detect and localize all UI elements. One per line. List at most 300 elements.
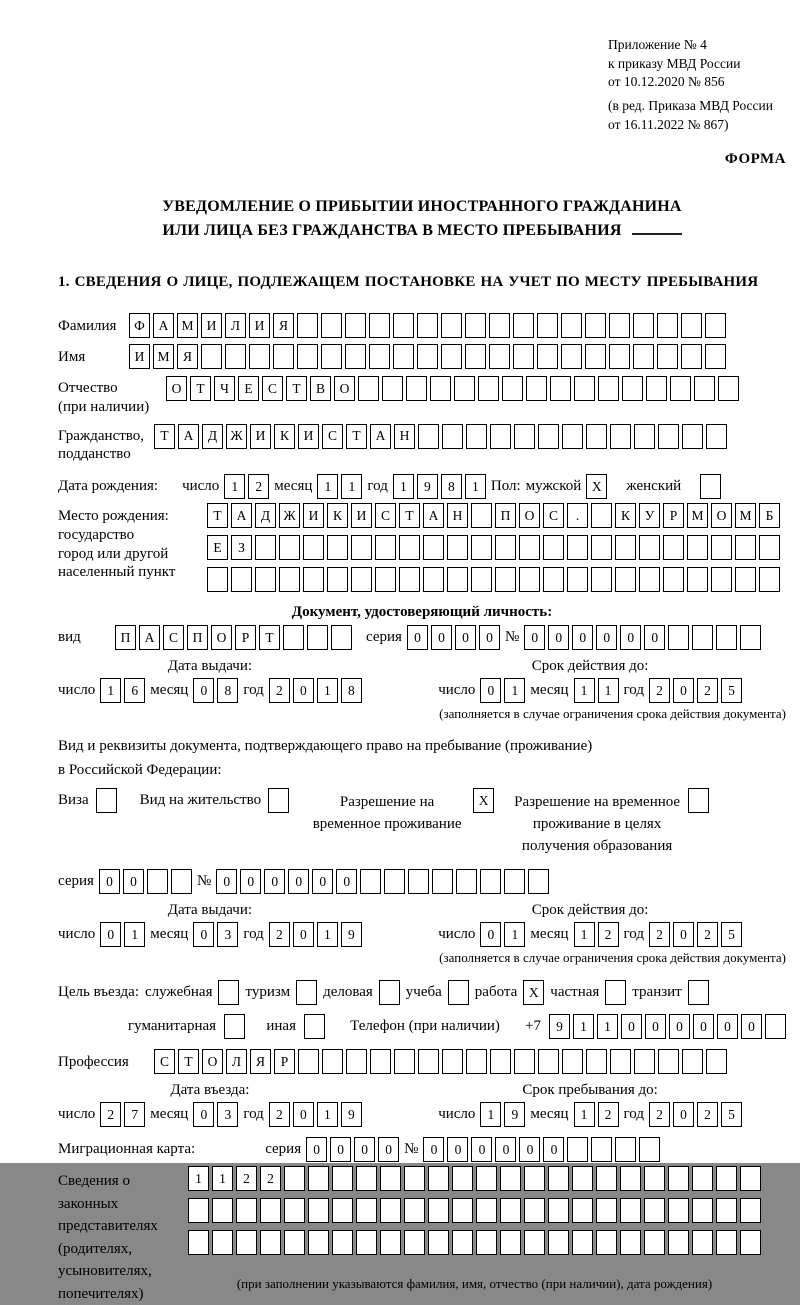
char-cell xyxy=(668,1166,689,1191)
char-cell xyxy=(562,424,583,449)
purpose-private-checkbox[interactable] xyxy=(605,980,626,1005)
stay-until-year-field[interactable] xyxy=(649,1102,742,1127)
char-cell xyxy=(249,344,270,369)
entry-year-field[interactable] xyxy=(269,1102,362,1127)
char-cell xyxy=(586,424,607,449)
birth-place-row-1-field[interactable] xyxy=(207,503,780,528)
char-cell: И xyxy=(250,424,271,449)
char-cell: Н xyxy=(394,424,415,449)
char-cell: 2 xyxy=(100,1102,121,1127)
temp-residence-option xyxy=(308,788,494,836)
patronymic-row xyxy=(58,375,786,417)
char-cell: 0 xyxy=(99,869,120,894)
char-cell xyxy=(644,1198,665,1223)
char-cell xyxy=(332,1166,353,1191)
char-cell: 0 xyxy=(123,869,144,894)
char-cell: И xyxy=(298,424,319,449)
char-cell: 0 xyxy=(717,1014,738,1039)
char-cell xyxy=(706,1049,727,1074)
char-cell xyxy=(605,980,626,1005)
birth-place-row-2-field[interactable] xyxy=(207,535,780,560)
char-cell: Е xyxy=(238,376,259,401)
char-cell xyxy=(404,1198,425,1223)
representatives-row-3-field[interactable] xyxy=(188,1230,761,1255)
char-cell xyxy=(393,313,414,338)
char-cell: О xyxy=(211,625,232,650)
stay-permit-options xyxy=(58,788,786,857)
migration-card-series-field[interactable] xyxy=(306,1137,399,1162)
char-cell: 6 xyxy=(124,678,145,703)
entry-day-field[interactable] xyxy=(100,1102,145,1127)
doc-series-field[interactable] xyxy=(407,625,500,650)
birth-month-field[interactable] xyxy=(317,474,362,499)
stay-doc-valid-date-group: Срок действия до: число 0 1 месяц 1 2 год 2 0 2 5 xyxy=(438,902,742,947)
stay-doc-valid-month-field[interactable] xyxy=(574,922,619,947)
char-cell xyxy=(380,1198,401,1223)
appendix-line: к приказу МВД России xyxy=(608,55,741,71)
char-cell: 0 xyxy=(447,1137,468,1162)
char-cell xyxy=(478,376,499,401)
char-cell: 1 xyxy=(504,922,525,947)
char-cell xyxy=(609,344,630,369)
char-cell: К xyxy=(615,503,636,528)
char-cell: Я xyxy=(273,313,294,338)
given-name-label: Имя xyxy=(58,349,86,366)
char-cell xyxy=(471,535,492,560)
char-cell xyxy=(279,535,300,560)
char-cell xyxy=(646,376,667,401)
char-cell xyxy=(591,1137,612,1162)
char-cell: М xyxy=(177,313,198,338)
char-cell xyxy=(430,376,451,401)
char-cell xyxy=(500,1198,521,1223)
char-cell xyxy=(504,869,525,894)
char-cell: А xyxy=(178,424,199,449)
temp-residence-edu-option xyxy=(513,788,709,857)
char-cell xyxy=(700,474,721,499)
birth-day-field[interactable] xyxy=(224,474,269,499)
stay-doc-issue-month-field[interactable] xyxy=(193,922,238,947)
char-cell: 0 xyxy=(240,869,261,894)
migration-card-label: Миграционная карта: xyxy=(58,1141,196,1158)
representatives-row-1-field[interactable] xyxy=(188,1166,761,1191)
char-cell xyxy=(322,1049,343,1074)
char-cell xyxy=(586,1049,607,1074)
stay-until-month-field[interactable] xyxy=(574,1102,619,1127)
purpose-business-checkbox[interactable] xyxy=(379,980,400,1005)
identity-valid-day-field[interactable] xyxy=(480,678,525,703)
char-cell xyxy=(284,1230,305,1255)
char-cell xyxy=(668,625,689,650)
stay-until-day-field[interactable] xyxy=(480,1102,525,1127)
char-cell: 1 xyxy=(212,1166,233,1191)
stay-doc-number-field[interactable] xyxy=(216,869,549,894)
migration-card-number-label: № xyxy=(404,1141,419,1158)
revision-line: от 16.11.2022 № 867) xyxy=(608,116,729,132)
char-cell xyxy=(682,1049,703,1074)
section-1-heading: 1. СВЕДЕНИЯ О ЛИЦЕ, ПОДЛЕЖАЩЕМ ПОСТАНОВКЕ НА УЧЕТ ПО МЕСТУ ПРЕБЫВАНИЯ xyxy=(58,274,759,291)
char-cell: 0 xyxy=(572,625,593,650)
surname-field[interactable] xyxy=(129,313,726,338)
char-cell xyxy=(489,344,510,369)
identity-issue-month-field[interactable] xyxy=(193,678,238,703)
char-cell xyxy=(327,535,348,560)
identity-issue-day-field[interactable] xyxy=(100,678,145,703)
char-cell: О xyxy=(711,503,732,528)
char-cell: 1 xyxy=(341,474,362,499)
char-cell xyxy=(495,567,516,592)
char-cell xyxy=(514,1049,535,1074)
char-cell: Т xyxy=(178,1049,199,1074)
char-cell: . xyxy=(567,503,588,528)
identity-doc-row xyxy=(58,625,786,650)
char-cell xyxy=(639,567,660,592)
char-cell xyxy=(96,788,117,813)
char-cell xyxy=(471,503,492,528)
char-cell xyxy=(657,313,678,338)
char-cell xyxy=(585,344,606,369)
gender-label: Пол: xyxy=(490,478,521,495)
char-cell xyxy=(574,376,595,401)
char-cell: 1 xyxy=(393,474,414,499)
char-cell: X xyxy=(523,980,544,1005)
char-cell: 5 xyxy=(721,678,742,703)
char-cell xyxy=(456,869,477,894)
purpose-other-label: иная xyxy=(266,1018,296,1035)
char-cell xyxy=(480,869,501,894)
char-cell xyxy=(345,313,366,338)
char-cell xyxy=(404,1230,425,1255)
char-cell xyxy=(447,535,468,560)
char-cell xyxy=(476,1230,497,1255)
char-cell xyxy=(692,1198,713,1223)
representatives-note: (при заполнении указываются фамилия, имя, отчество (при наличии), дата рождения) xyxy=(236,1276,713,1292)
char-cell: 0 xyxy=(548,625,569,650)
temp-residence-edu-label: Разрешение на временное проживание в целях получения образования xyxy=(514,794,681,854)
migration-card-number-field[interactable] xyxy=(423,1137,660,1162)
char-cell: 1 xyxy=(574,1102,595,1127)
purpose-other-checkbox[interactable] xyxy=(304,1014,325,1039)
char-cell: С xyxy=(375,503,396,528)
gender-female-checkbox[interactable] xyxy=(700,474,721,499)
visa-label: Виза xyxy=(58,792,89,809)
purpose-humanitarian-checkbox[interactable] xyxy=(224,1014,245,1039)
residence-permit-label: Вид на жительство xyxy=(139,792,262,809)
char-cell: 2 xyxy=(260,1166,281,1191)
char-cell xyxy=(428,1166,449,1191)
char-cell xyxy=(380,1166,401,1191)
char-cell: К xyxy=(274,424,295,449)
char-cell: С xyxy=(322,424,343,449)
char-cell xyxy=(476,1166,497,1191)
identity-valid-date-group: Срок действия до: число 0 1 месяц 1 1 год 2 0 2 5 xyxy=(438,658,742,703)
char-cell xyxy=(296,980,317,1005)
gender-male-checkbox[interactable] xyxy=(586,474,607,499)
temp-residence-label: Разрешение на временное проживание xyxy=(312,794,462,832)
char-cell xyxy=(567,1137,588,1162)
identity-issue-date-group: Дата выдачи: число 1 6 месяц 0 8 год 2 0 1 8 xyxy=(58,658,362,703)
char-cell: О xyxy=(334,376,355,401)
surname-row xyxy=(58,313,786,338)
doc-kind-field[interactable] xyxy=(115,625,352,650)
char-cell xyxy=(304,1014,325,1039)
char-cell: Т xyxy=(399,503,420,528)
char-cell xyxy=(399,567,420,592)
char-cell xyxy=(543,567,564,592)
stay-doc-valid-day-field[interactable] xyxy=(480,922,525,947)
char-cell: 1 xyxy=(188,1166,209,1191)
phone-field[interactable] xyxy=(549,1014,786,1039)
char-cell: 0 xyxy=(378,1137,399,1162)
entry-date-title: Дата въезда: xyxy=(170,1082,250,1099)
char-cell: 1 xyxy=(597,1014,618,1039)
char-cell xyxy=(610,1049,631,1074)
char-cell: 1 xyxy=(574,922,595,947)
char-cell xyxy=(561,344,582,369)
char-cell xyxy=(670,376,691,401)
char-cell xyxy=(346,1049,367,1074)
char-cell xyxy=(591,535,612,560)
char-cell: А xyxy=(153,313,174,338)
doc-number-field[interactable] xyxy=(524,625,761,650)
char-cell: Т xyxy=(154,424,175,449)
char-cell: 0 xyxy=(673,922,694,947)
char-cell xyxy=(369,313,390,338)
char-cell xyxy=(735,535,756,560)
representatives-label: Сведения о законных представителях (родителях, усыновителях, попечителях) xyxy=(58,1173,158,1302)
identity-valid-year-field[interactable] xyxy=(649,678,742,703)
char-cell xyxy=(681,313,702,338)
char-cell xyxy=(735,567,756,592)
revision-line: (в ред. Приказа МВД России xyxy=(608,97,773,113)
char-cell xyxy=(448,980,469,1005)
char-cell xyxy=(538,1049,559,1074)
temp-residence-checkbox[interactable] xyxy=(473,788,494,813)
char-cell: 9 xyxy=(341,922,362,947)
char-cell: 8 xyxy=(341,678,362,703)
char-cell xyxy=(351,535,372,560)
char-cell: Ж xyxy=(279,503,300,528)
char-cell xyxy=(644,1166,665,1191)
char-cell xyxy=(633,344,654,369)
char-cell xyxy=(657,344,678,369)
char-cell xyxy=(284,1166,305,1191)
char-cell xyxy=(663,567,684,592)
identity-valid-month-field[interactable] xyxy=(574,678,619,703)
char-cell: 2 xyxy=(598,1102,619,1127)
char-cell xyxy=(268,788,289,813)
char-cell: П xyxy=(115,625,136,650)
appendix-line: Приложение № 4 xyxy=(608,37,707,52)
char-cell: 3 xyxy=(217,1102,238,1127)
char-cell xyxy=(423,567,444,592)
representatives-row-2-field[interactable] xyxy=(188,1198,761,1223)
char-cell: 0 xyxy=(288,869,309,894)
stay-doc-issue-date-group: Дата выдачи: число 0 1 месяц 0 3 год 2 0 1 9 xyxy=(58,902,362,947)
citizenship-row xyxy=(58,423,786,465)
char-cell: С xyxy=(154,1049,175,1074)
char-cell xyxy=(418,1049,439,1074)
char-cell: 0 xyxy=(264,869,285,894)
char-cell xyxy=(171,869,192,894)
identity-issue-year-field[interactable] xyxy=(269,678,362,703)
stay-doc-series-field[interactable] xyxy=(99,869,192,894)
char-cell xyxy=(524,1198,545,1223)
char-cell: 0 xyxy=(455,625,476,650)
stay-doc-issue-day-field[interactable] xyxy=(100,922,145,947)
profession-field[interactable] xyxy=(154,1049,727,1074)
char-cell xyxy=(716,1166,737,1191)
char-cell xyxy=(188,1198,209,1223)
char-cell: В xyxy=(310,376,331,401)
char-cell xyxy=(718,376,739,401)
char-cell: 1 xyxy=(317,922,338,947)
char-cell xyxy=(303,535,324,560)
char-cell xyxy=(740,1198,761,1223)
entry-month-field[interactable] xyxy=(193,1102,238,1127)
visa-checkbox[interactable] xyxy=(96,788,117,813)
char-cell: 0 xyxy=(644,625,665,650)
char-cell xyxy=(454,376,475,401)
char-cell xyxy=(321,344,342,369)
char-cell xyxy=(692,1230,713,1255)
char-cell xyxy=(615,567,636,592)
char-cell xyxy=(489,313,510,338)
stay-doc-valid-year-field[interactable] xyxy=(649,922,742,947)
char-cell xyxy=(526,376,547,401)
valid-until-title: Срок действия до: xyxy=(531,658,649,675)
char-cell xyxy=(423,535,444,560)
char-cell xyxy=(394,1049,415,1074)
citizenship-field[interactable] xyxy=(154,424,727,449)
char-cell xyxy=(207,567,228,592)
birth-place-row-3-field[interactable] xyxy=(207,567,780,592)
char-cell xyxy=(356,1166,377,1191)
char-cell xyxy=(705,313,726,338)
char-cell xyxy=(332,1230,353,1255)
char-cell xyxy=(687,567,708,592)
char-cell: 2 xyxy=(649,678,670,703)
char-cell: Т xyxy=(259,625,280,650)
form-label: ФОРМА xyxy=(724,151,786,168)
char-cell: 0 xyxy=(673,678,694,703)
char-cell: Р xyxy=(274,1049,295,1074)
representatives-row xyxy=(58,1166,786,1305)
char-cell xyxy=(404,1166,425,1191)
char-cell xyxy=(452,1198,473,1223)
char-cell: А xyxy=(139,625,160,650)
char-cell xyxy=(500,1230,521,1255)
char-cell xyxy=(428,1230,449,1255)
char-cell: 0 xyxy=(216,869,237,894)
char-cell xyxy=(490,1049,511,1074)
birth-year-field[interactable] xyxy=(393,474,486,499)
char-cell: 2 xyxy=(248,474,269,499)
purpose-official-checkbox[interactable] xyxy=(218,980,239,1005)
identity-doc-dates xyxy=(58,658,786,703)
day-label: число xyxy=(182,478,220,495)
char-cell xyxy=(528,869,549,894)
purpose-work-checkbox[interactable] xyxy=(523,980,544,1005)
char-cell xyxy=(297,313,318,338)
char-cell: Д xyxy=(255,503,276,528)
char-cell: 0 xyxy=(312,869,333,894)
char-cell: 0 xyxy=(495,1137,516,1162)
char-cell xyxy=(476,1198,497,1223)
char-cell xyxy=(537,313,558,338)
purpose-label: Цель въезда: xyxy=(58,984,139,1001)
char-cell xyxy=(466,424,487,449)
char-cell: 0 xyxy=(479,625,500,650)
char-cell xyxy=(284,1198,305,1223)
char-cell: 9 xyxy=(549,1014,570,1039)
char-cell xyxy=(297,344,318,369)
char-cell xyxy=(255,567,276,592)
char-cell xyxy=(418,424,439,449)
char-cell: Л xyxy=(225,313,246,338)
char-cell xyxy=(658,424,679,449)
char-cell: У xyxy=(639,503,660,528)
char-cell xyxy=(548,1166,569,1191)
birth-place-row xyxy=(58,503,786,592)
char-cell xyxy=(332,1198,353,1223)
char-cell xyxy=(682,424,703,449)
char-cell xyxy=(331,625,352,650)
residence-permit-checkbox[interactable] xyxy=(268,788,289,813)
char-cell: Я xyxy=(177,344,198,369)
entry-purpose-row-2 xyxy=(58,1014,786,1039)
char-cell: 0 xyxy=(306,1137,327,1162)
purpose-study-checkbox[interactable] xyxy=(448,980,469,1005)
char-cell: 7 xyxy=(124,1102,145,1127)
char-cell xyxy=(500,1166,521,1191)
stay-doc-issue-year-field[interactable] xyxy=(269,922,362,947)
citizenship-label: Гражданство, подданство xyxy=(58,427,145,463)
given-name-field[interactable] xyxy=(129,344,726,369)
entry-date-group: Дата въезда: число 2 7 месяц 0 3 год 2 0 1 9 xyxy=(58,1082,362,1127)
patronymic-field[interactable] xyxy=(166,376,739,401)
purpose-tourism-checkbox[interactable] xyxy=(296,980,317,1005)
char-cell: Н xyxy=(447,503,468,528)
profession-row xyxy=(58,1049,786,1074)
char-cell: О xyxy=(519,503,540,528)
char-cell: 0 xyxy=(330,1137,351,1162)
char-cell: 0 xyxy=(621,1014,642,1039)
purpose-transit-checkbox[interactable] xyxy=(688,980,709,1005)
char-cell xyxy=(543,535,564,560)
char-cell: Ч xyxy=(214,376,235,401)
char-cell xyxy=(308,1198,329,1223)
char-cell: 2 xyxy=(236,1166,257,1191)
temp-residence-edu-checkbox[interactable] xyxy=(688,788,709,813)
char-cell: 9 xyxy=(504,1102,525,1127)
month-label: месяц xyxy=(274,478,313,495)
char-cell: 1 xyxy=(480,1102,501,1127)
char-cell: 1 xyxy=(465,474,486,499)
gender-female-label: женский xyxy=(626,478,682,495)
char-cell: 0 xyxy=(645,1014,666,1039)
char-cell xyxy=(633,313,654,338)
char-cell xyxy=(596,1198,617,1223)
char-cell xyxy=(279,567,300,592)
year-label: год xyxy=(367,478,388,495)
char-cell: М xyxy=(735,503,756,528)
char-cell: 2 xyxy=(269,1102,290,1127)
migration-card-row xyxy=(58,1137,786,1162)
char-cell xyxy=(705,344,726,369)
char-cell: 5 xyxy=(721,1102,742,1127)
char-cell: Д xyxy=(202,424,223,449)
